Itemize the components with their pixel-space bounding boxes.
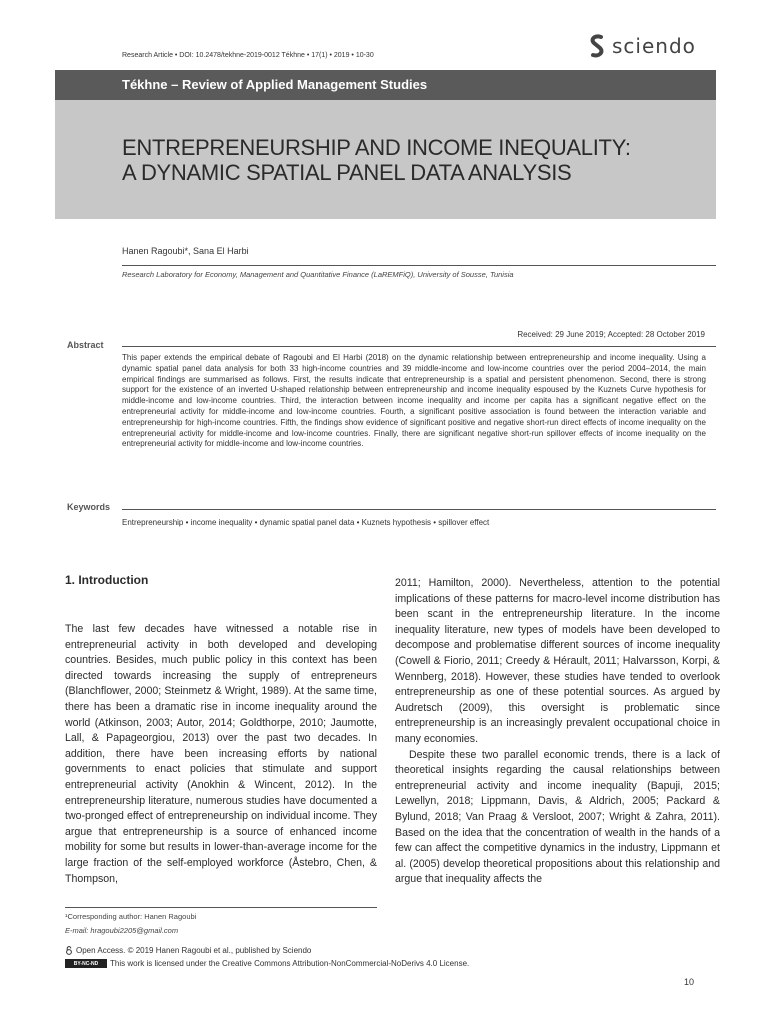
author-list: Hanen Ragoubi*, Sana El Harbi bbox=[122, 246, 249, 256]
body-paragraph: The last few decades have witnessed a notable rise in entrepreneurial activity in both developed and developing countries. Besides, much public policy in this context has been directed towards increasing the supply of entrepreneurs (Blanchflower, 2000; Steinmetz & Wright, 1989). At the same time, there has been a dramatic rise in income inequality around the world (Atkinson, 2003; Autor, 2014; Goldthorpe, 2010; Jaumotte, Lall, & Papageorgiou, 2013) over the past two decades. In addition, there have been increasing efforts by national governments to enact policies that stimulate and support entrepreneurial activity (Anokhin & Wincent, 2012). In the entrepreneurship literature, numerous studies have documented a two-pronged effect of entrepreneurship on individual income. They argue that entrepreneurship is a source of enhanced income mobility for some but results in lower-than-average income for the large fraction of the self-employed workforce (Åstebro, Chen, & Thompson, bbox=[65, 623, 377, 885]
body-column-right bbox=[395, 576, 720, 888]
divider bbox=[122, 509, 716, 510]
footnote-divider bbox=[65, 907, 377, 908]
body-paragraph: Despite these two parallel economic trends, there is a lack of theoretical insights regarding the causal relationships between entrepreneurial activity and income inequality (Bapuji, 2015; Lewellyn, 2018; Lippmann, Davis, & Aldrich, 2005; Packard & Bylund, 2018; Van Praag & Versloot, 2007; Wright & Zahra, 2011). Based on the idea that the concentration of wealth in the hands of a few can affect the competitive dynamics in the industry, Lippmann et al. (2005) develop theoretical propositions about this relationship and argue that inequality affects the bbox=[395, 748, 720, 886]
journal-banner bbox=[55, 70, 716, 100]
corresponding-author-note: ¹Corresponding author: Hanen Ragoubi bbox=[65, 912, 197, 921]
open-access-text: Open Access. © 2019 Hanen Ragoubi et al., published by Sciendo bbox=[76, 946, 312, 955]
keywords-heading: Keywords bbox=[67, 502, 111, 512]
journal-title: Tékhne – Review of Applied Management Studies bbox=[122, 77, 428, 92]
author-email[interactable]: E-mail: hragoubi2205@gmail.com bbox=[65, 926, 179, 935]
received-dates: Received: 29 June 2019; Accepted: 28 October 2019 bbox=[517, 330, 705, 339]
body-column-left bbox=[65, 622, 377, 887]
abstract-heading: Abstract bbox=[67, 340, 104, 350]
creative-commons-badge-icon[interactable]: BY-NC-ND bbox=[65, 959, 107, 968]
open-access-line bbox=[65, 946, 311, 955]
body-paragraph: 2011; Hamilton, 2000). Nevertheless, attention to the potential implications of these patterns for macro-level income distribution has been scant in the entrepreneurship literature. In the income inequality literature, new types of models have been developed to decompose and problematise different sources of income inequality (Cowell & Fiorio, 2011; Creedy & Hérault, 2011; Halvarsson, Korpi, & Wennberg, 2018). However, these studies have tended to overlook entrepreneurship as one of these potential sources. As argued by Audretsch (2009), this oversight is problematic since entrepreneurship is an increasingly prevalent occupational choice in many economies. bbox=[395, 577, 720, 745]
brand-name: sciendo bbox=[612, 34, 696, 58]
section-heading-introduction: 1. Introduction bbox=[65, 573, 149, 587]
license-line bbox=[65, 959, 469, 968]
sciendo-logo[interactable] bbox=[588, 34, 696, 58]
article-meta-line: Research Article • DOI: 10.2478/tekhne-2019-0012 Tékhne • 17(1) • 2019 • 10-30 bbox=[122, 52, 374, 59]
affiliation: Research Laboratory for Economy, Management and Quantitative Finance (LaREMFiQ), University of Sousse, Tunisia bbox=[122, 270, 514, 279]
keywords-list: Entrepreneurship • income inequality • dynamic spatial panel data • Kuznets hypothesis • spillover effect bbox=[122, 518, 490, 527]
page-number: 10 bbox=[684, 977, 695, 987]
license-text: This work is licensed under the Creative Commons Attribution-NonCommercial-NoDerivs 4.0 License. bbox=[110, 959, 470, 968]
title-banner bbox=[55, 100, 716, 219]
abstract-text: This paper extends the empirical debate of Ragoubi and El Harbi (2018) on the dynamic relationship between entrepreneurship and income inequality. Using a dynamic spatial panel data analysis for both 33 high-income countries and 39 middle-income and low-income countries over the period 2004–2014, the main empirical findings are summarised as follows. First, the results indicate that entrepreneurship is a spatial and persistent phenomenon. Second, there is strong support for the existence of an inverted U-shaped relationship between entrepreneurship and income inequality espoused by the Kuznets Curve hypothesis for middle-income and low-income countries. Third, the interaction between income inequality and income per capita has a significant negative effect on the entrepreneurial activity for middle-income and low-income countries. Fourth, a significant positive association is found between the interaction variable and entrepreneurship for high-income countries. Fifth, the findings show evidence of significant positive and negative short-run direct effects of income inequality on the entrepreneurial activity for middle-income and low-income countries. Finally, there are significant negative short-run spillover effects of income inequality on the entrepreneurial activity for middle-income and low-income countries. bbox=[122, 353, 706, 449]
sciendo-logo-icon bbox=[588, 34, 606, 58]
paper-title-line-1: ENTREPRENEURSHIP AND INCOME INEQUALITY: bbox=[122, 135, 631, 160]
open-access-icon bbox=[65, 946, 73, 955]
divider bbox=[122, 346, 716, 347]
paper-title bbox=[122, 135, 702, 185]
divider bbox=[122, 265, 716, 266]
paper-title-line-2: A DYNAMIC SPATIAL PANEL DATA ANALYSIS bbox=[122, 160, 572, 185]
